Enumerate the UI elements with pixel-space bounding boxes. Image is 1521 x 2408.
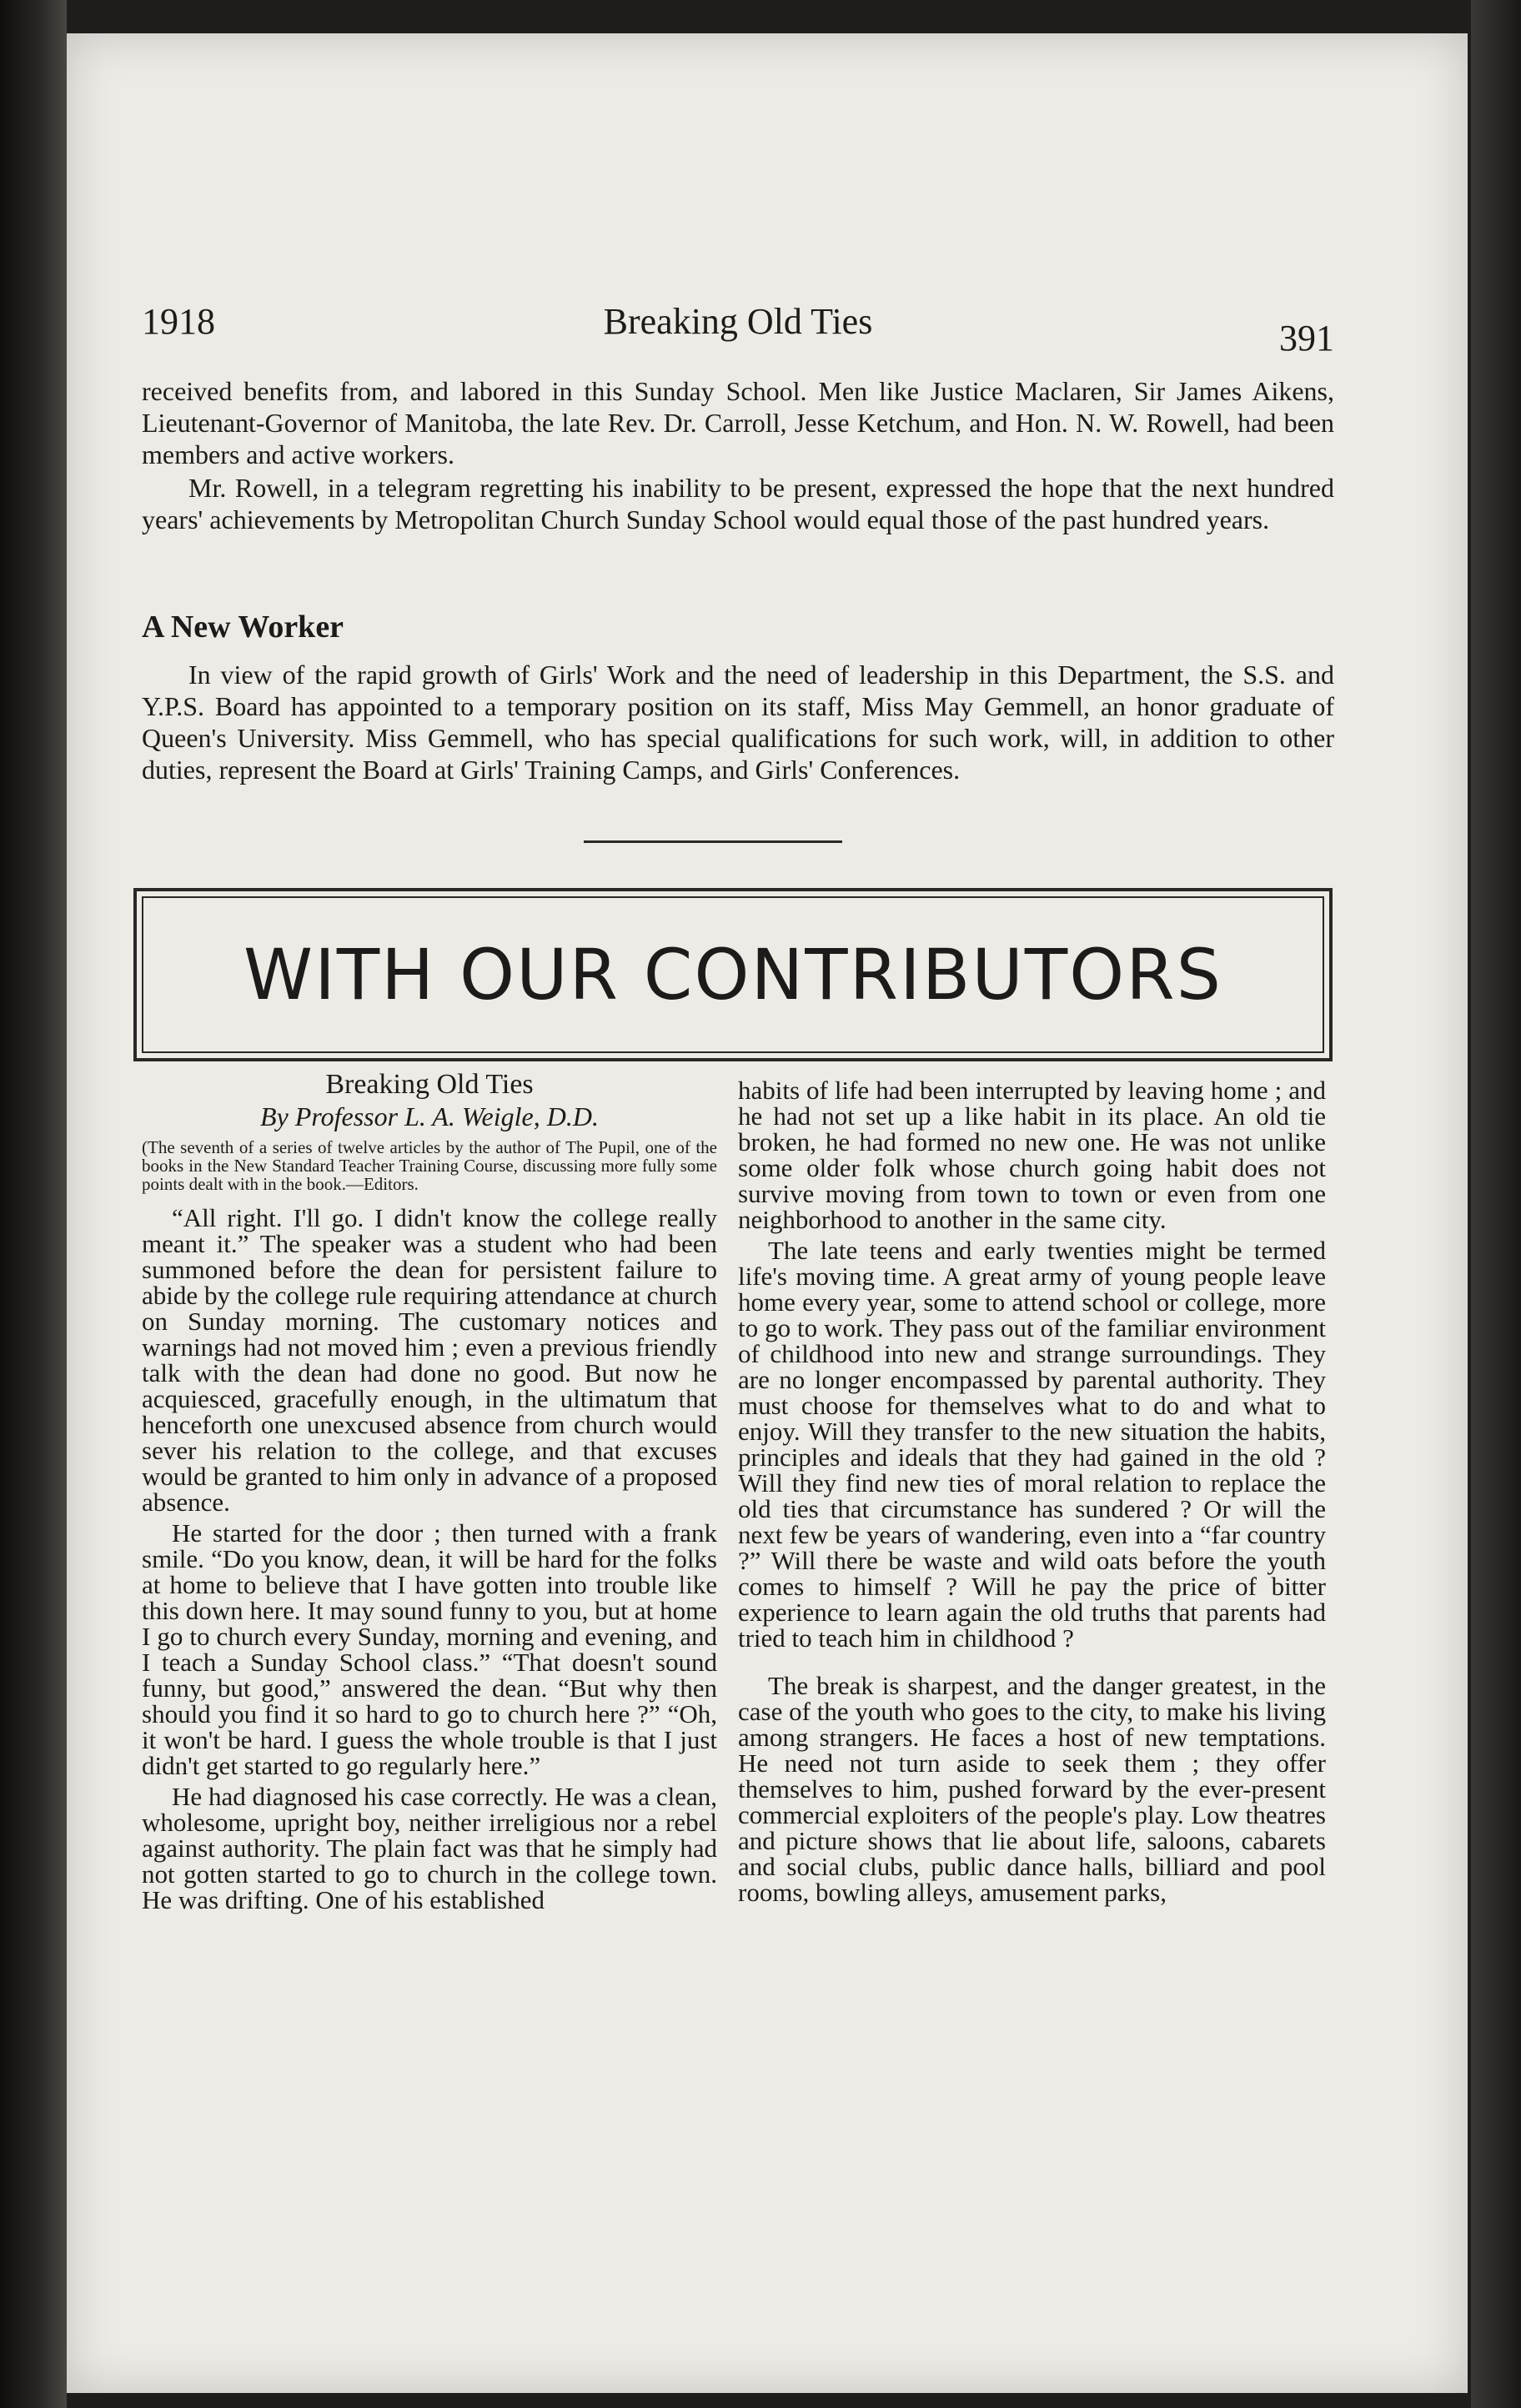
book-page — [67, 33, 1468, 2393]
page-number: 391 — [1279, 318, 1334, 359]
article-paragraph: “All right. I'll go. I didn't know the college really meant it.” The speaker was a student who had been summoned before the dean for persistent failure to abide by the college rule requiring attendance at church on Sunday morning. The customary notices and warnings had not moved him ; even a previous friendly talk with the dean had done no good. But now he acquiesced, gracefully enough, in the ultimatum that henceforth one unexcused absence from church would sever his relation to the college, and that excuses would be granted to him only in advance of a proposed absence. — [142, 1203, 717, 1517]
article-byline: By Professor L. A. Weigle, D.D. — [260, 1101, 599, 1131]
new-worker-paragraph: In view of the rapid growth of Girls' Work and the need of leadership in this Department, the S.S. and Y.P.S. Board has appointed to a temporary position on its staff, Miss May Gemmell, an honor graduate of Queen's University. Miss Gemmell, who has special qualifications for such work, will, in addition to other duties, represent the Board at Girls' Training Camps, and Girls' Conferences. — [142, 660, 1334, 785]
book-spine-right — [1471, 0, 1521, 2408]
contributors-banner — [133, 888, 1333, 1061]
article-paragraph: He started for the door ; then turned with a frank smile. “Do you know, dean, it will be hard for the folks at home to believe that I have gotten into trouble like this down here. It may sound funny to you, but at home I go to church every Sunday, morning and evening, and I teach a Sunday School class.” “That doesn't sound funny, but good,” answered the dean. “But why then should you find it so hard to go to church here ?” “Oh, it won't be hard. I guess the whole trouble is that I just didn't get started to go regularly here.” — [142, 1518, 717, 1780]
editor-note: (The seventh of a series of twelve articles by the author of The Pupil, one of the books in the New Standard Teacher Training Course, discussing more fully some points dealt with in the book.—Editors. — [142, 1137, 717, 1194]
section-divider — [584, 840, 842, 843]
article-paragraph: He had diagnosed his case correctly. He was a clean, wholesome, upright boy, neither irreligious nor a rebel against authority. The plain fact was that he simply had not gotten started to go to church in the college town. He was drifting. One of his established — [142, 1782, 717, 1914]
intro-paragraph-1: received benefits from, and labored in this Sunday School. Men like Justice Maclaren, Sir James Aikens, Lieutenant-Governor of Manitoba, the late Rev. Dr. Carroll, Jesse Ketchum, and Hon. N. W. Rowell, had been members and active workers. — [142, 376, 1334, 469]
running-header — [142, 267, 1334, 359]
section-heading-new-worker: A New Worker — [142, 610, 344, 645]
intro-text — [142, 375, 1334, 535]
article-column-right — [738, 1077, 1326, 1910]
book-spine-left — [0, 0, 67, 2408]
intro-paragraph-2: Mr. Rowell, in a telegram regretting his inability to be present, expressed the hope that the next hundred years' achievements by Metropolitan Church Sunday School would equal those of the past hundred years. — [142, 473, 1334, 534]
header-title: Breaking Old Ties — [603, 301, 873, 342]
article-paragraph: The break is sharpest, and the danger greatest, in the case of the youth who goes to the city, to make his living among strangers. He faces a host of new temptations. He need not turn aside to seek them ; they offer themselves to him, pushed forward by the ever-present commercial exploiters of the people's play. Low theatres and picture shows that lie about life, saloons, cabarets and social clubs, public dance halls, billiard and pool rooms, bowling alleys, amusement parks, — [738, 1671, 1326, 1907]
header-year: 1918 — [142, 301, 215, 342]
article-paragraph: habits of life had been interrupted by leaving home ; and he had not set up a like habit in its place. An old tie broken, he had formed no new one. He was not unlike some older folk whose church going habit does not survive moving from town to town or even from one neighborhood to another in the same city. — [738, 1076, 1326, 1234]
article-column-left — [142, 1071, 717, 1918]
banner-inner-frame — [142, 896, 1324, 1053]
article-paragraph: The late teens and early twenties might be termed life's moving time. A great army of young people leave home every year, some to attend school or college, more to go to work. They pass out of the familiar environment of childhood into new and strange surroundings. They are no longer encompassed by parental authority. They must choose for themselves what to do and what to enjoy. Will they transfer to the new situation the habits, principles and ideals that they had gained in the old ? Will they find new ties of moral relation to replace the old ties that circumstance has sundered ? Or will the next few be years of wandering, even into a “far country ?” Will there be waste and wild oats before the youth comes to himself ? Will he pay the price of bitter experience to learn again the old truths that parents had tried to teach him in childhood ? — [738, 1236, 1326, 1653]
banner-title: WITH OUR CONTRIBUTORS — [243, 934, 1222, 1016]
article-title: Breaking Old Ties — [325, 1069, 534, 1100]
